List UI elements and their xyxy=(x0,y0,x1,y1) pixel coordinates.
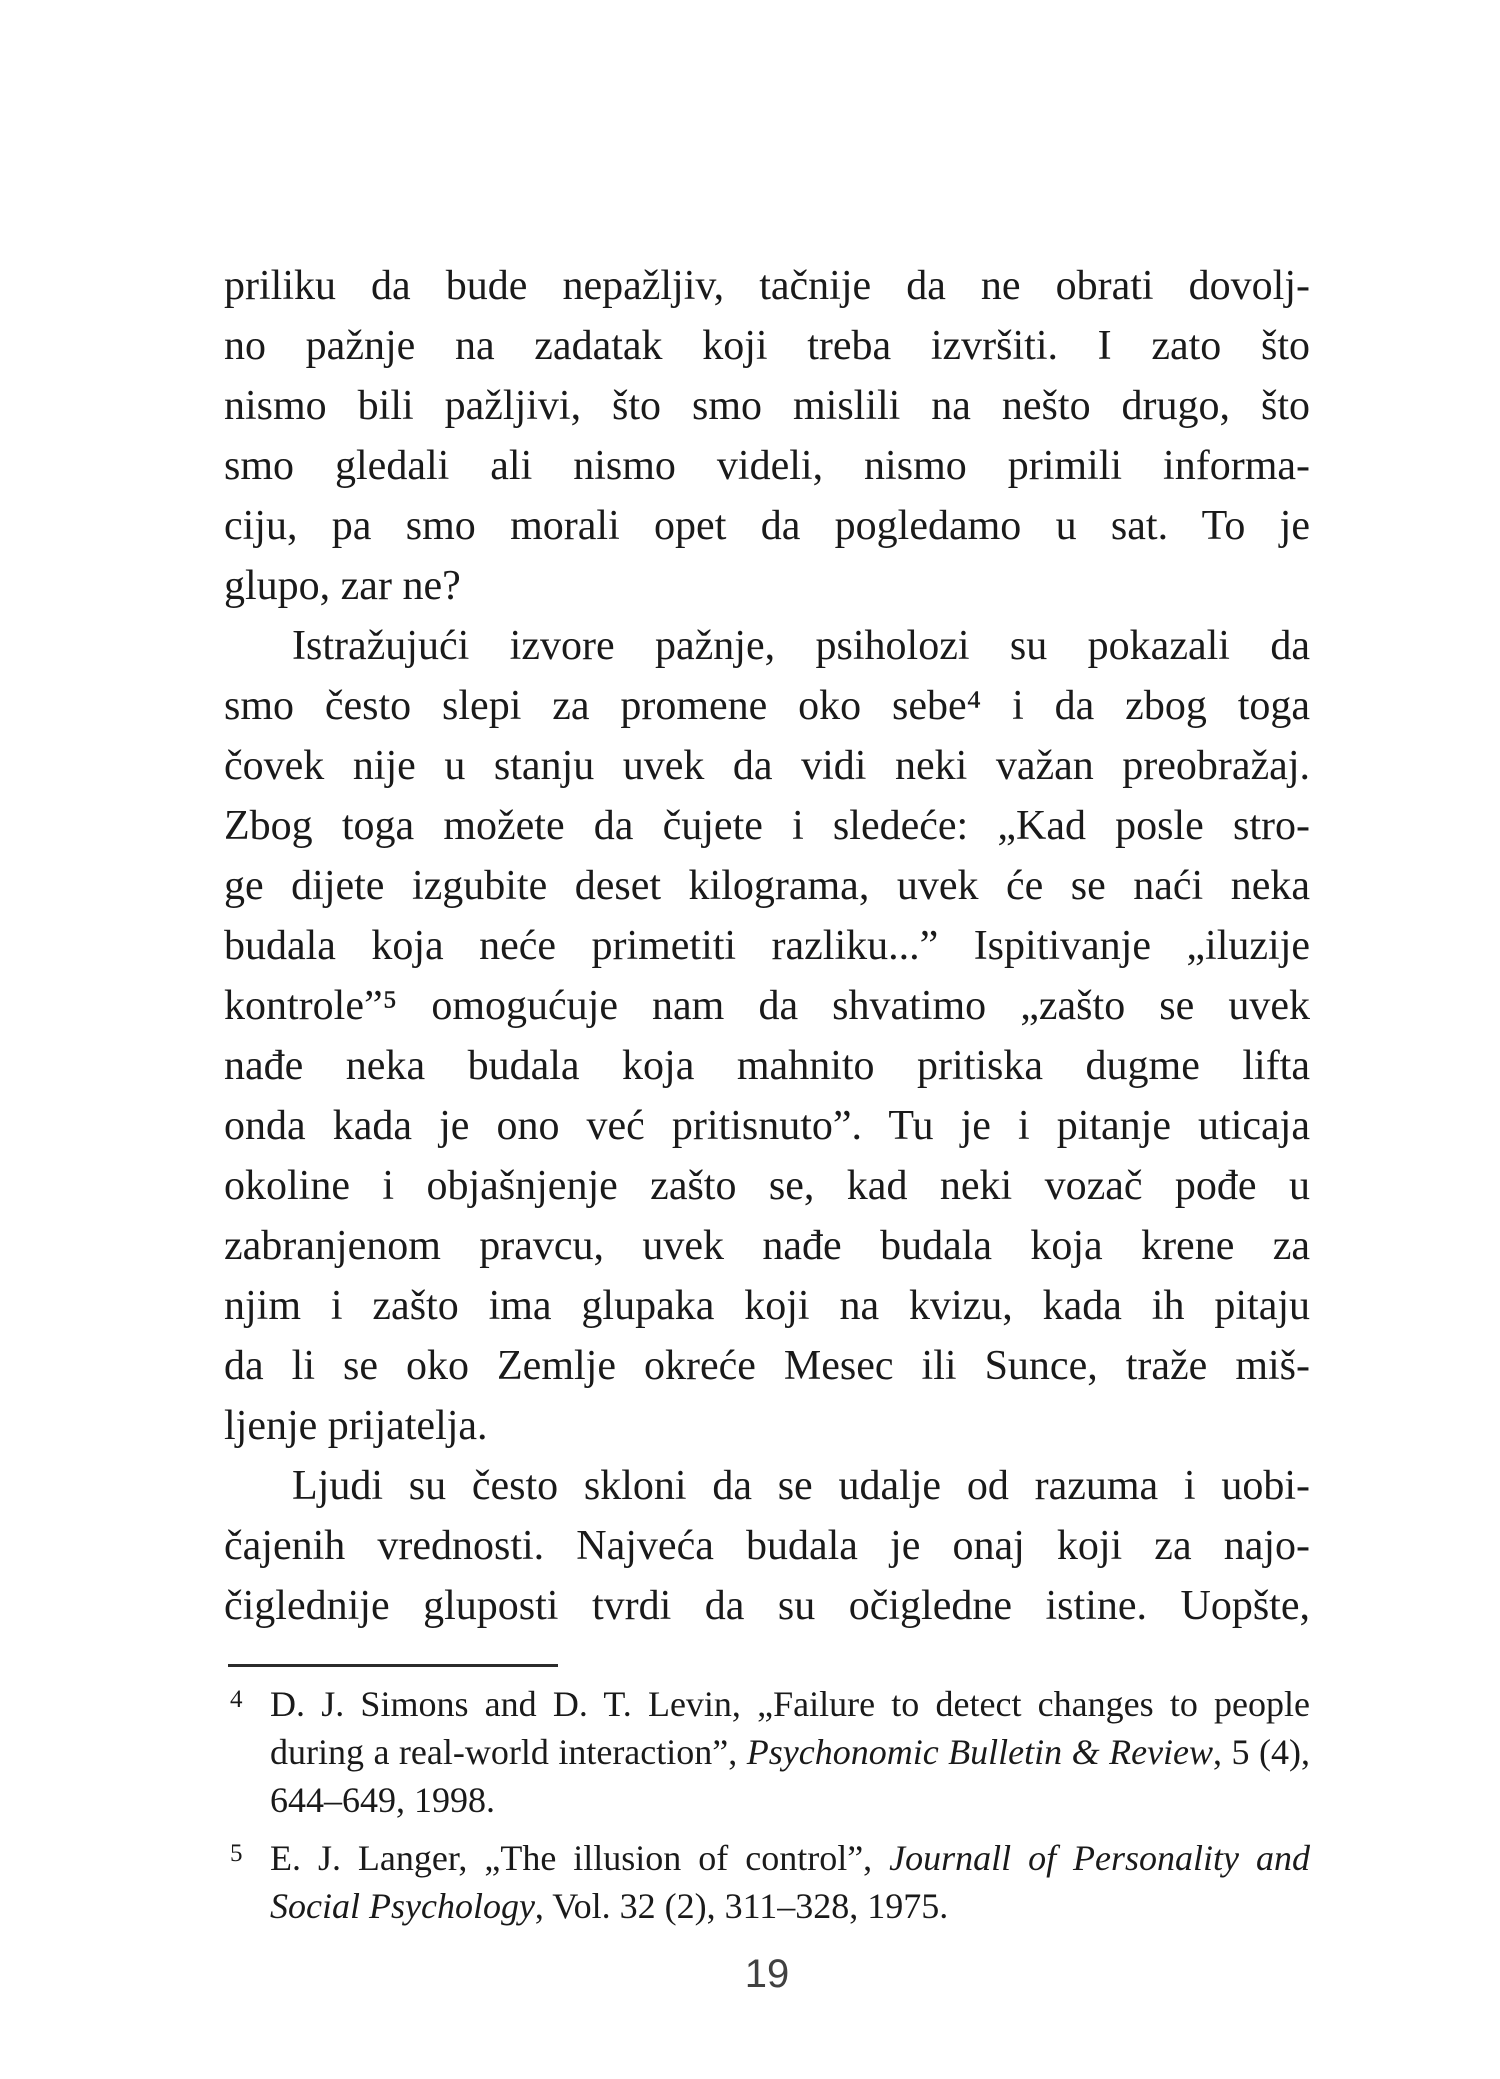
body-line: Zbog toga možete da čujete i sledeće: „Kad posle stro- xyxy=(224,803,1310,849)
body-line: budala koja neće primetiti razliku...” Ispitivanje „iluzije xyxy=(224,923,1310,969)
footnote-5 xyxy=(224,1834,1310,1930)
body-line: Ljudi su često skloni da se udalje od razuma i uobi- xyxy=(292,1463,1310,1509)
footnote-marker: 5 xyxy=(230,1840,243,1867)
body-line: njim i zašto ima glupaka koji na kvizu, kada ih pitaju xyxy=(224,1283,1310,1329)
body-line: smo gledali ali nismo videli, nismo primili informa- xyxy=(224,443,1310,489)
body-line: glupo, zar ne? xyxy=(224,563,461,609)
page-number: 19 xyxy=(744,1952,790,1996)
footnote-journal-title: Psychonomic Bulletin & Review xyxy=(746,1732,1214,1772)
body-line: zabranjenom pravcu, uvek nađe budala koja krene za xyxy=(224,1223,1310,1269)
footnotes-block xyxy=(224,1680,1310,1940)
footnote-journal-title: Journall of Personality and Social Psychology xyxy=(270,1838,1310,1926)
body-line: čajenih vrednosti. Najveća budala je onaj koji za najo- xyxy=(224,1523,1310,1569)
footnote-separator xyxy=(228,1664,558,1667)
footnote-marker: 4 xyxy=(230,1686,243,1713)
body-line: onda kada je ono već pritisnuto”. Tu je i pitanje uticaja xyxy=(224,1103,1310,1149)
body-line: ge dijete izgubite deset kilograma, uvek će se naći neka xyxy=(224,863,1310,909)
body-line: čiglednije gluposti tvrdi da su očigledne istine. Uopšte, xyxy=(224,1583,1310,1629)
body-line: ciju, pa smo morali opet da pogledamo u sat. To je xyxy=(224,503,1310,549)
body-line: nađe neka budala koja mahnito pritiska dugme lifta xyxy=(224,1043,1310,1089)
body-line: no pažnje na zadatak koji treba izvršiti. I zato što xyxy=(224,323,1310,369)
footnote-4 xyxy=(224,1680,1310,1824)
body-line: kontrole”⁵ omogućuje nam da shvatimo „zašto se uvek xyxy=(224,983,1310,1029)
body-line: okoline i objašnjenje zašto se, kad neki vozač pođe u xyxy=(224,1163,1310,1209)
body-line: smo često slepi za promene oko sebe⁴ i da zbog toga xyxy=(224,683,1310,729)
body-line: ljenje prijatelja. xyxy=(224,1403,488,1449)
body-line: priliku da bude nepažljiv, tačnije da ne obrati dovolj- xyxy=(224,263,1310,309)
body-line: da li se oko Zemlje okreće Mesec ili Sunce, traže miš- xyxy=(224,1343,1310,1389)
body-text xyxy=(224,256,1310,1636)
footnote-text: E. J. Langer, „The illusion of control”, xyxy=(270,1838,890,1878)
body-line: Istražujući izvore pažnje, psiholozi su pokazali da xyxy=(292,623,1310,669)
footnote-text: D. J. Simons and D. T. Levin, „Failure to detect changes to people during a real-world interaction”, xyxy=(270,1684,1310,1772)
footnote-text: , Vol. 32 (2), 311–328, 1975. xyxy=(534,1886,949,1926)
body-line: čovek nije u stanju uvek da vidi neki važan preobražaj. xyxy=(224,743,1310,789)
body-line: nismo bili pažljivi, što smo mislili na nešto drugo, što xyxy=(224,383,1310,429)
footnote-text: , 5 (4), 644–649, 1998. xyxy=(270,1732,1310,1820)
